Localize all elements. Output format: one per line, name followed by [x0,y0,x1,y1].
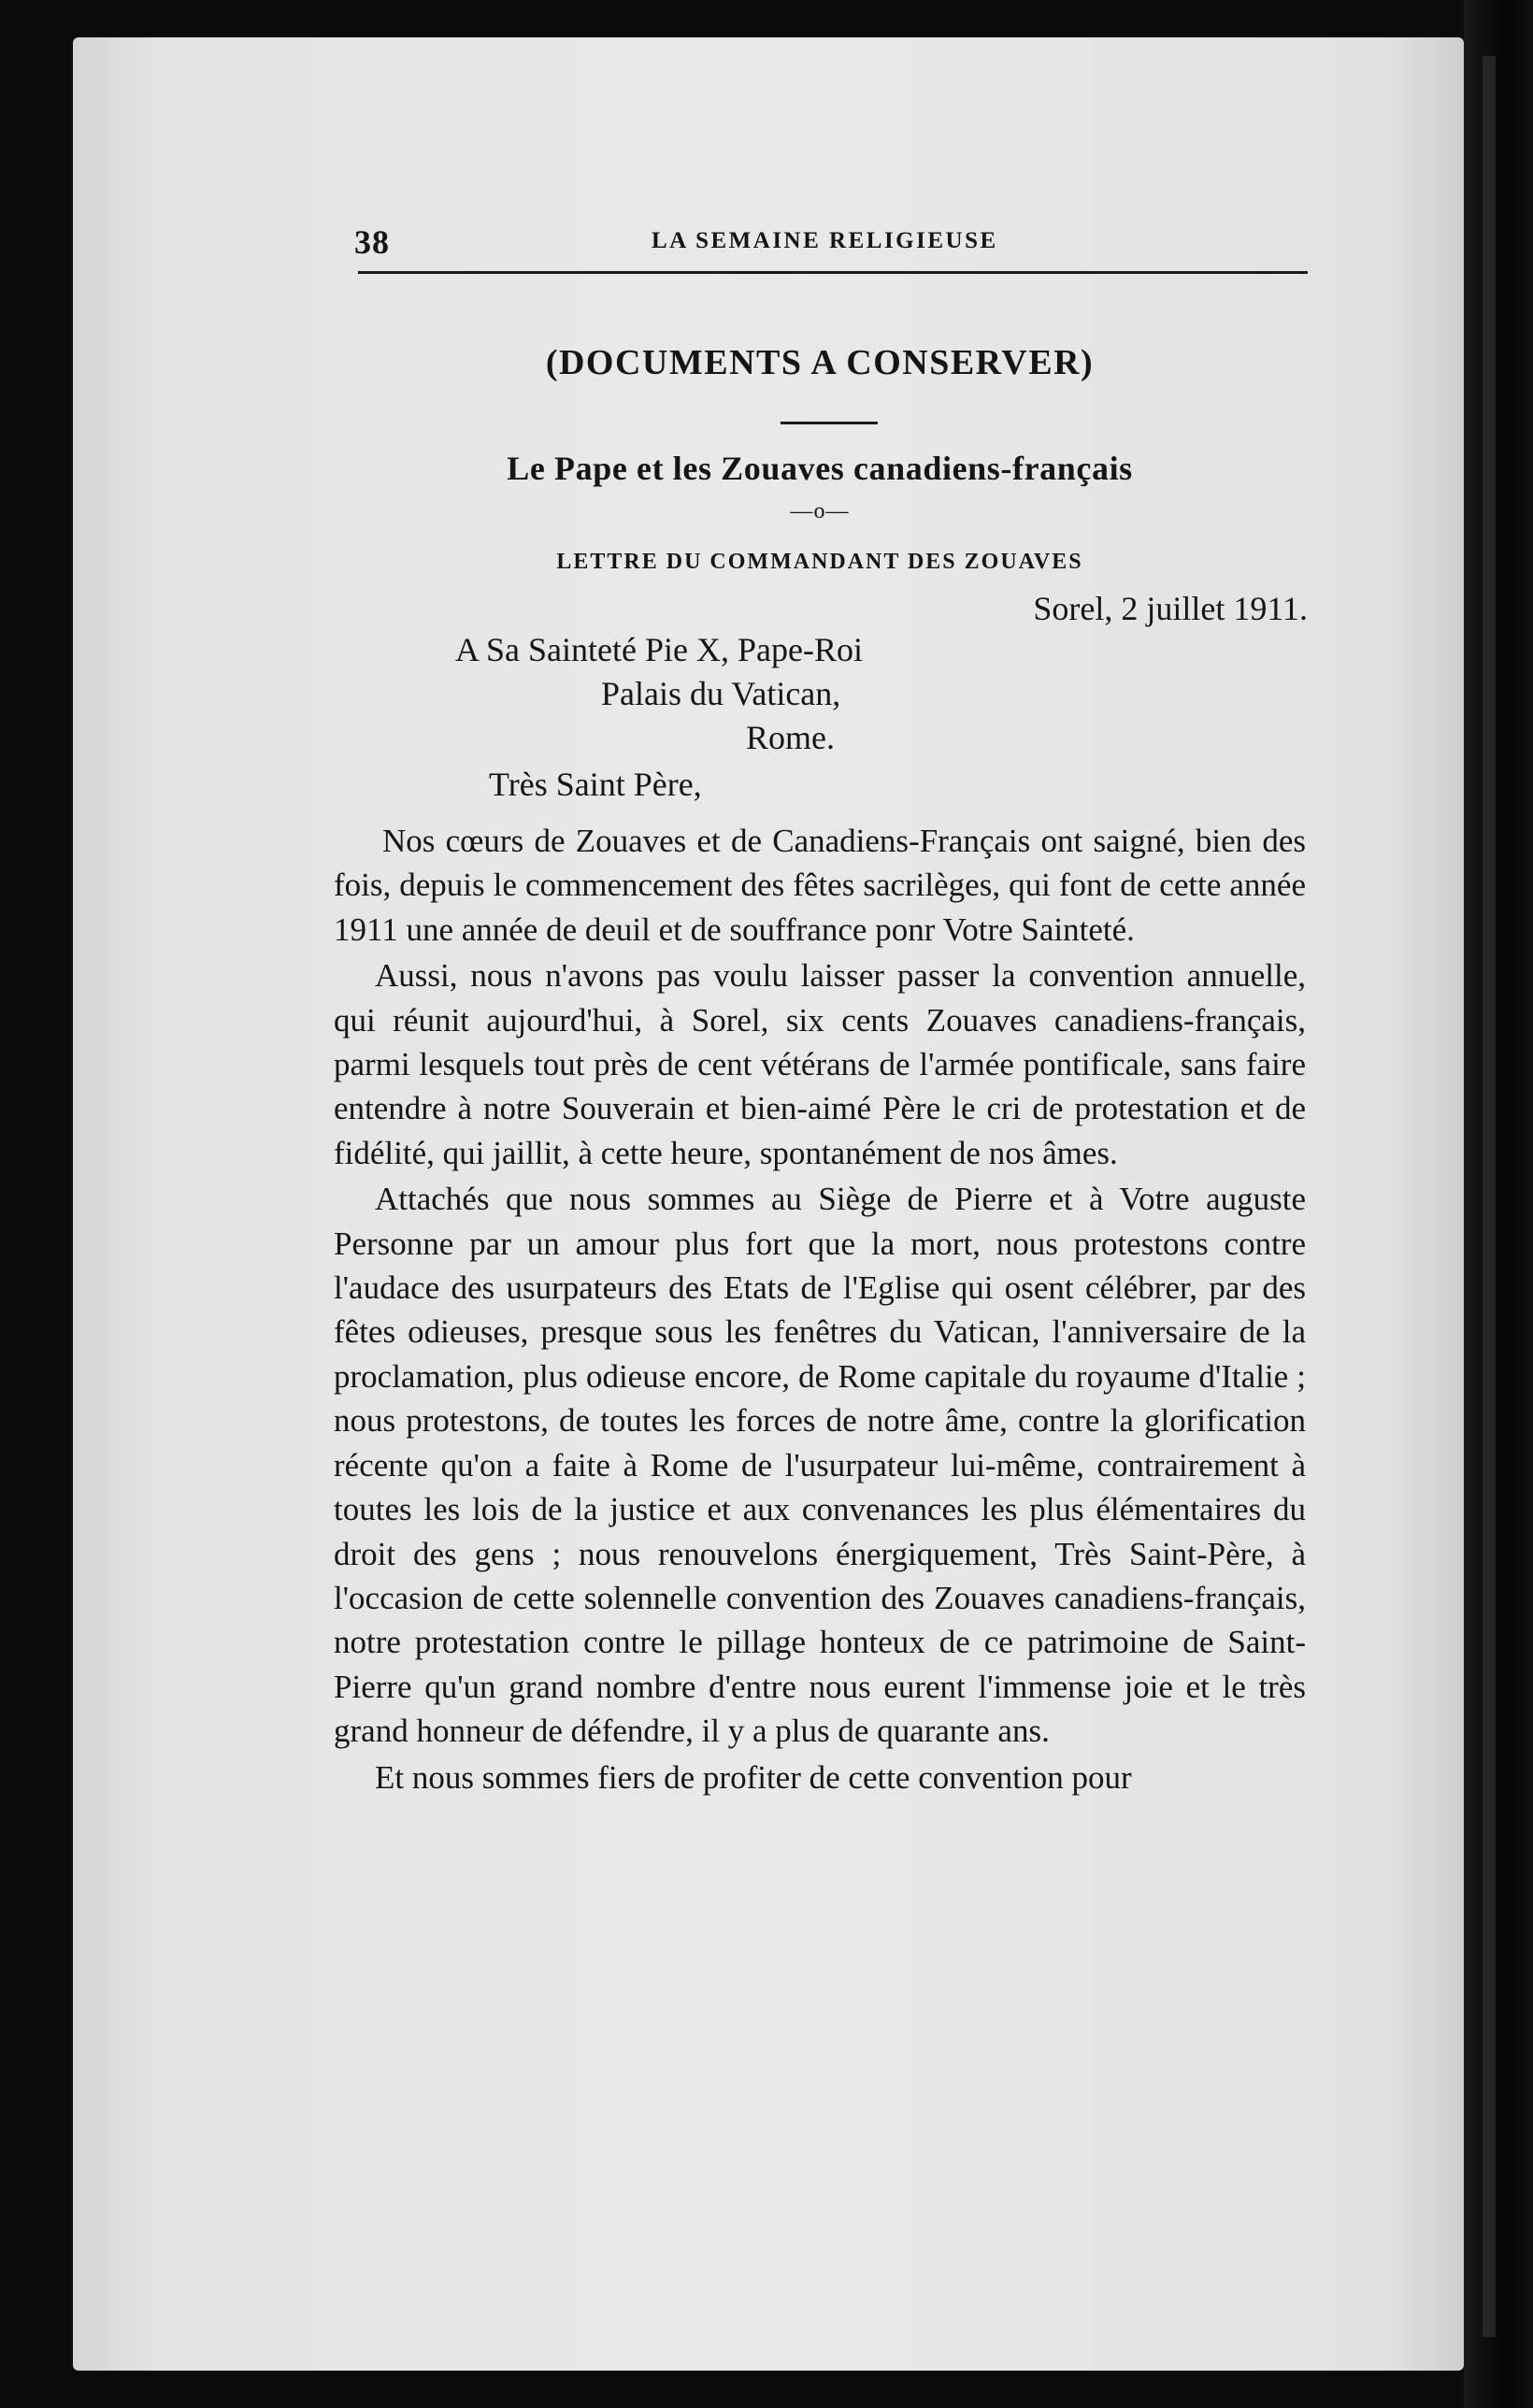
paragraph-2: Aussi, nous n'avons pas voulu laisser passer la convention annuelle, qui réunit aujourd'hui, à Sorel, six cents Zouaves canadiens-français, parmi lesquels tout près de cent vétérans de l'armée pontificale, sans faire entendre à notre Souverain et bien-aimé Père le cri de protestation et de fidélité, qui jaillit, à cette heure, spontanément de nos âmes. [334,957,1306,1171]
ornament-separator: —o— [790,499,850,523]
book-spine [1464,0,1533,2408]
page-header [334,222,1306,269]
letter-body [334,819,1306,1801]
paragraph-4: Et nous sommes fiers de profiter de cette convention pour [375,1758,1132,1796]
address-line-1: A Sa Sainteté Pie X, Pape-Roi [455,631,863,668]
section-title: (DOCUMENTS A CONSERVER) [545,343,1095,382]
article-title: Le Pape et les Zouaves canadiens-français [507,450,1133,487]
dateline: Sorel, 2 juillet 1911. [1033,590,1308,627]
header-rule [358,271,1308,274]
running-head: LA SEMAINE RELIGIEUSE [652,228,998,253]
adjacent-page-edge [1483,56,1496,2337]
paragraph-3: Attachés que nous sommes au Siège de Pierre et à Votre auguste Personne par un amour plus fort que la mort, nous protestons contre l'audace des usurpateurs des Etats de l'Eglise qui osent célébrer, par des fêtes odieuses, presque sous les fenêtres du Vatican, l'anniversaire de la proclamation, plus odieuse encore, de Rome capitale du royaume d'Italie ; nous protestons, de toutes les forces de notre âme, contre la glorification récente qu'on a faite à Rome de l'usurpateur lui-même, contrairement à toutes les lois de la justice et aux convenances les plus élémentaires du droit des gens ; nous renouvelons énergiquement, Très Saint-Père, à l'occasion de cette solennelle convention des Zouaves canadiens-français, notre protestation contre le pillage honteux de ce patrimoine de Saint-Pierre qu'un grand nombre d'entre nous eurent l'immense joie et le très grand honneur de défendre, il y a plus de quarante ans. [334,1181,1306,1750]
paragraph-1: Nos cœurs de Zouaves et de Canadiens-Français ont saigné, bien des fois, depuis le commencement des fêtes sacrilèges, qui font de cette année 1911 une année de deuil et de souffrance ponr Votre Sainteté. [334,823,1306,948]
salutation: Très Saint Père, [489,766,702,803]
address-line-2: Palais du Vatican, [601,675,841,712]
page-number: 38 [354,223,390,261]
title-rule [781,422,878,424]
letter-heading: LETTRE DU COMMANDANT DES ZOUAVES [556,550,1083,574]
address-line-3: Rome. [746,719,835,756]
